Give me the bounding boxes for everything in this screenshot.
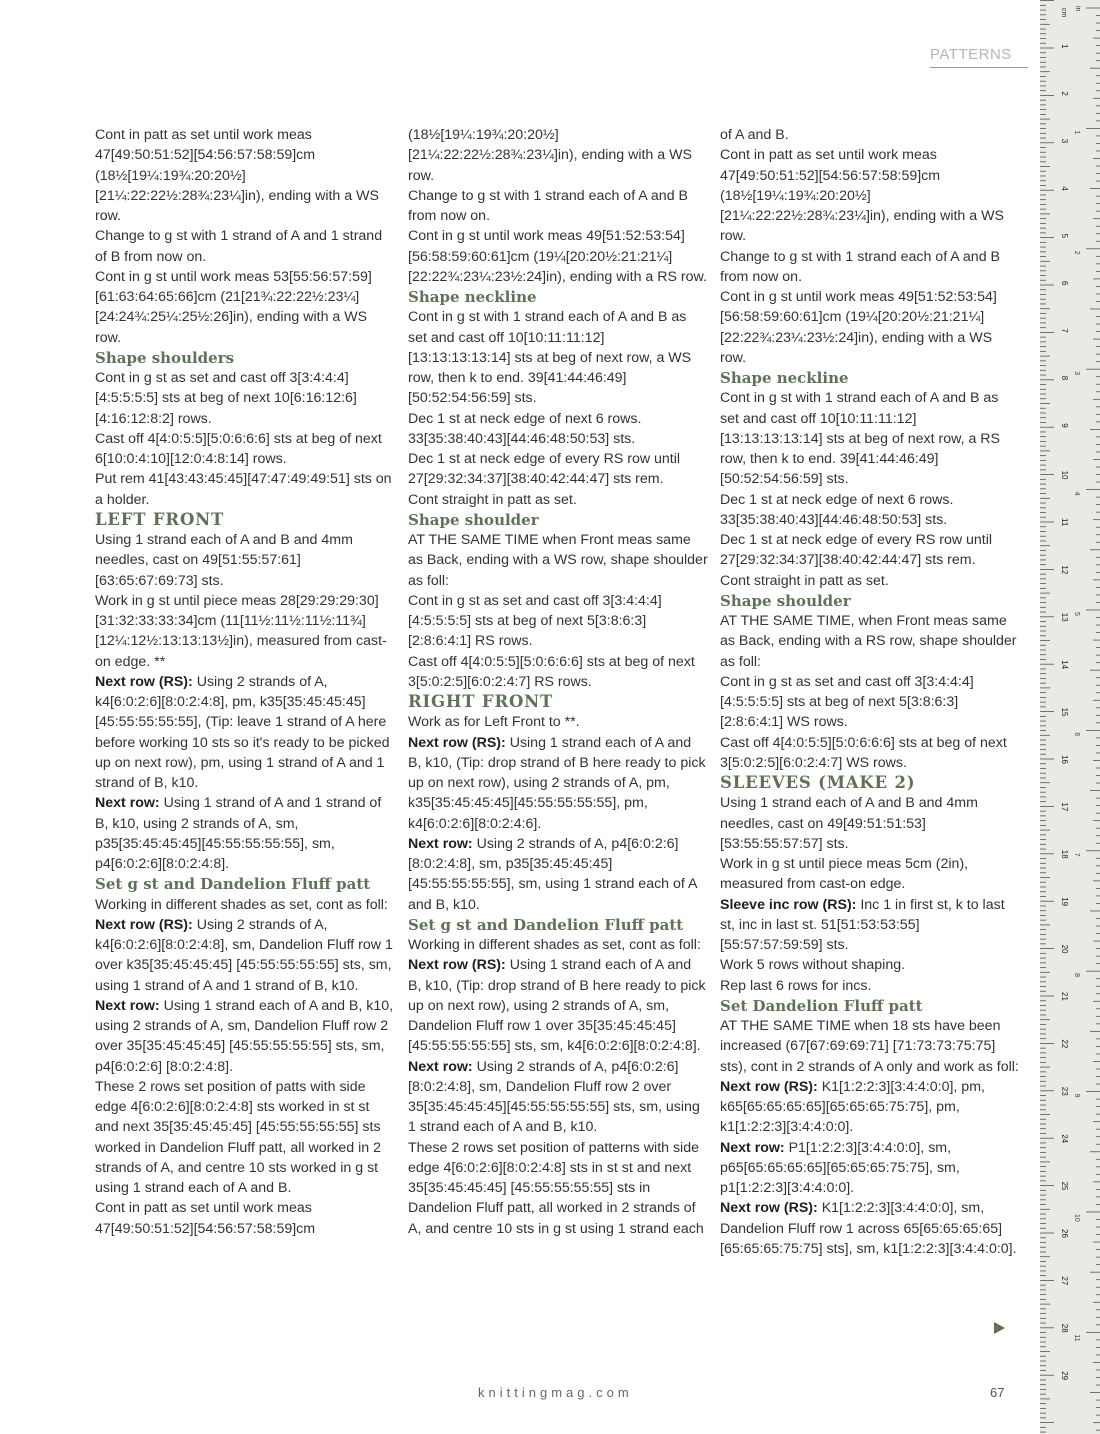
ruler-cm-label: 27 (1060, 1276, 1069, 1286)
paragraph: Using 1 strand each of A and B and 4mm needles, cast on 49[51:55:57:61] [63:65:67:69:73] sts. (95, 532, 353, 589)
ruler-cm-label: 26 (1060, 1229, 1069, 1238)
paragraph: Cont in g st until work meas 49[51:52:53:54][56:58:59:60:61]cm (19¼[20:20½:21:21¼] [22:22¾:23¼:23½:24]in), ending with a WS row. (720, 289, 997, 366)
ruler-cm-label: 24 (1060, 1134, 1069, 1144)
paragraph: Cont in g st as set and cast off 3[3:4:4:4] [4:5:5:5:5] sts at beg of next 5[3:8:6:3] [2:8:6:4:1] WS rows. (720, 673, 974, 731)
row-label: Next row (RS): (408, 957, 506, 974)
row-text: Inc 1 in first st, k to last st, inc in last st. 51[51:53:53:55] [55:57:57:59:59] sts. (720, 896, 1005, 953)
ruler (1040, 0, 1100, 1434)
ruler-cm-label: 28 (1060, 1323, 1069, 1333)
ruler-cm-label: 17 (1060, 802, 1069, 812)
ruler-in-label: 11 (1073, 1334, 1080, 1342)
instruction-row (95, 915, 395, 996)
ruler-cm-label: 23 (1060, 1086, 1069, 1096)
row-label: Next row (RS): (95, 673, 193, 690)
row-text: Using 1 strand each of A and B, k10, (Tip: drop strand of B here ready to pick up on next row), using 2 strands of A, sm, Dandelion Fluff row 1 over 35[35:45:45:45][45:55:55:55:55] sts, sm, k4[6:0:2:6][8:0:2:4:8]. (408, 957, 706, 1055)
subheading-shape-shoulder: Shape shoulder (408, 510, 539, 529)
row-label: Next row: (95, 997, 160, 1014)
paragraph: Cont in g st until work meas 53[55:56:57:59] [61:63:64:65:66]cm (21[21¾:22:22½:23¼] [24:24¾:25¼:25½:26]in), ending with a WS row. (95, 268, 372, 346)
paragraph: Cast off 4[4:0:5:5][5:0:6:6:6] sts at beg of next 3[5:0:2:5][6:0:2:4:7] WS rows. (720, 734, 1007, 771)
paragraph: Cont in g st as set and cast off 3[3:4:4:4] [4:5:5:5:5] sts at beg of next 10[6:16:12:6] [4:16:12:8:2] rows. (95, 370, 357, 427)
instruction-row (95, 672, 395, 794)
instruction-row (720, 1138, 1020, 1199)
instruction-row (408, 955, 708, 1056)
instruction-row (408, 1057, 708, 1138)
paragraph: Cast off 4[4:0:5:5][5:0:6:6:6] sts at beg of next 3[5:0:2:5][6:0:2:4:7] RS rows. (408, 653, 695, 690)
paragraph: Change to g st with 1 strand each of A and B from now on. (408, 187, 688, 224)
row-label: Next row (RS): (720, 1200, 818, 1217)
column-2 (408, 125, 708, 1239)
row-text: K1[1:2:2:3][3:4:4:0:0], pm, k65[65:65:65:65][65:65:65:75:75], pm, k1[1:2:2:3][3:4:4:0:0]. (720, 1078, 985, 1136)
section-label: PATTERNS (930, 46, 1012, 63)
paragraph: AT THE SAME TIME when 18 sts have been increased (67[67:69:69:71] [71:73:73:75:75] sts), cont in 2 strands of A only and work as foll: (720, 1018, 1019, 1075)
paragraph: Working in different shades as set, cont as foll: (95, 896, 388, 913)
paragraph: Cont in patt as set until work meas 47[49:50:51:52][54:56:57:58:59]cm (95, 1200, 316, 1237)
row-label: Next row: (95, 795, 160, 812)
instruction-row (720, 1198, 1020, 1259)
header-rule (930, 67, 1028, 68)
ruler-cm-label: 4 (1060, 186, 1069, 191)
ruler-in-label: 6 (1073, 732, 1080, 737)
row-text: Using 1 strand each of A and B, k10, using 2 strands of A, sm, Dandelion Fluff row 2 over 35[35:45:45:45] [45:55:55:55:55] sts, sm, p4[6:0:2:6] [8:0:2:4:8]. (95, 997, 394, 1075)
ruler-unit-cm: cm (1060, 8, 1067, 18)
subheading-set-g-st: Set g st and Dandelion Fluff patt (408, 915, 684, 934)
instruction-row (408, 733, 708, 834)
continue-arrow-icon (994, 1322, 1005, 1334)
instruction-row (408, 834, 708, 915)
ruler-cm-label: 29 (1060, 1371, 1069, 1381)
ruler-cm-label: 9 (1060, 423, 1069, 428)
subheading-set-g-st: Set g st and Dandelion Fluff patt (95, 875, 371, 894)
paragraph: Cont in g st with 1 strand each of A and B as set and cast off 10[10:11:11:12] [13:13:13:13:14] sts at beg of next row, a WS row, then k to end. 39[41:44:46:49] [50:52:54:56:59] sts. (408, 309, 692, 407)
ruler-in-label: 7 (1073, 852, 1080, 857)
paragraph: These 2 rows set position of patts with side edge 4[6:0:2:6][8:0:2:4:8] sts worked in st st and next 35[35:45:45:45] [45:55:55:55:55] sts worked in Dandelion Fluff patt, all worked in 2 strands of A, and centre 10 sts worked in g st using 1 strand each of A and B. (95, 1078, 382, 1196)
ruler-scale (1040, 0, 1100, 1434)
ruler-in-label: 2 (1073, 250, 1080, 255)
ruler-cm-label: 11 (1060, 518, 1069, 527)
ruler-in-label: 5 (1073, 611, 1080, 616)
ruler-cm-label: 14 (1060, 660, 1069, 670)
ruler-cm-label: 13 (1060, 612, 1069, 622)
row-label: Sleeve inc row (RS): (720, 896, 857, 913)
paragraph: Cont in g st as set and cast off 3[3:4:4:4] [4:5:5:5:5] sts at beg of next 5[3:8:6:3] [2:8:6:4:1] RS rows. (408, 592, 662, 650)
section-heading-left-front: LEFT FRONT (95, 509, 225, 529)
paragraph: Change to g st with 1 strand each of A and B from now on. (720, 248, 1000, 285)
paragraph: Work 5 rows without shaping. (720, 957, 906, 974)
row-text: Using 2 strands of A, k4[6:0:2:6][8:0:2:4:8], pm, k35[35:45:45:45] [45:55:55:55:55], (Tip: leave 1 strand of A here before working 10 sts so it's ready to be picked up on next row), pm, using 1 strand of A and 1 strand of B, k10. (95, 673, 390, 791)
ruler-cm-label: 18 (1060, 849, 1069, 859)
row-label: Next row (RS): (720, 1078, 818, 1095)
paragraph: Put rem 41[43:43:45:45][47:47:49:49:51] sts on a holder. (95, 471, 392, 508)
instruction-row (95, 996, 395, 1077)
section-heading-right-front: RIGHT FRONT (408, 692, 554, 711)
ruler-cm-label: 3 (1060, 138, 1069, 144)
paragraph: Cont in g st with 1 strand each of A and B as set and cast off 10[10:11:11:12] [13:13:13:13:14] sts at beg of next row, a RS row, then k to end. 39[41:44:46:49] [50:52:54:56:59] sts. (720, 390, 1000, 488)
row-text: Using 2 strands of A, p4[6:0:2:6] [8:0:2:4:8], sm, Dandelion Fluff row 2 over 35[35:45:45:45][45:55:55:55:55] sts, sm, using 1 strand each of A and B, k10. (408, 1058, 700, 1136)
paragraph: Rep last 6 rows for incs. (720, 977, 872, 994)
ruler-cm-label: 25 (1060, 1181, 1069, 1191)
paragraph: Dec 1 st at neck edge of next 6 rows. 33[35:38:40:43][44:46:48:50:53] sts. (720, 491, 954, 528)
row-label: Next row: (408, 835, 473, 852)
paragraph: Work in g st until piece meas 5cm (2in), measured from cast-on edge. (720, 856, 969, 893)
ruler-cm-label: 22 (1060, 1039, 1069, 1049)
paragraph: Cont in patt as set until work meas 47[49:50:51:52][54:56:57:58:59]cm (18½[19¼:19¾:20:20½] [21¼:22:22½:28¾:23¼]in), ending with a WS row. (720, 147, 1004, 245)
paragraph: AT THE SAME TIME when Front meas same as Back, ending with a WS row, shape shoulder as foll: (408, 532, 708, 589)
ruler-in-label: 3 (1073, 371, 1080, 376)
ruler-cm-label: 8 (1060, 375, 1069, 381)
paragraph: Dec 1 st at neck edge of every RS row until 27[29:32:34:37][38:40:42:44:47] sts rem. (720, 532, 993, 569)
instruction-row (95, 793, 395, 874)
ruler-in-label: 1 (1073, 130, 1080, 135)
row-text: Using 1 strand each of A and B, k10, (Tip: drop strand of B here ready to pick up on next row), using 2 strands of A, pm, k35[35:45:45:45][45:55:55:55:55], pm, k4[6:0:2:6][8:0:2:4:6]. (408, 734, 706, 832)
ruler-in-label: 4 (1073, 491, 1080, 496)
subheading-shape-neckline: Shape neckline (720, 369, 849, 387)
column-1 (95, 125, 395, 1239)
ruler-cm-label: 10 (1060, 470, 1069, 480)
footer-site: knittingmag.com (478, 1385, 633, 1400)
column-3 (720, 125, 1020, 1259)
subheading-shape-shoulder: Shape shoulder (720, 591, 851, 610)
paragraph: AT THE SAME TIME, when Front meas same as Back, ending with a RS row, shape shoulder as foll: (720, 613, 1017, 670)
ruler-cm-label: 6 (1060, 281, 1069, 286)
paragraph: Dec 1 st at neck edge of every RS row until 27[29:32:34:37][38:40:42:44:47] sts rem. (408, 451, 681, 488)
page-number: 67 (990, 1385, 1005, 1400)
ruler-in-label: 9 (1073, 1093, 1080, 1098)
paragraph: of A and B. (720, 127, 789, 143)
paragraph: These 2 rows set position of patterns with side edge 4[6:0:2:6][8:0:2:4:8] sts in st st and next 35[35:45:45:45] [45:55:55:55:55] sts in Dandelion Fluff patt, all worked in 2 strands of A, and centre 10 sts in g st using 1 strand each (408, 1139, 704, 1237)
row-text: P1[1:2:2:3][3:4:4:0:0], sm, p65[65:65:65:65][65:65:65:75:75], sm, p1[1:2:2:3][3:4:4:0:0]. (720, 1139, 960, 1196)
subheading-shape-shoulders: Shape shoulders (95, 348, 235, 367)
paragraph: Cont in patt as set until work meas 47[49:50:51:52][54:56:57:58:59]cm (18½[19¼:19¾:20:20½] [21¼:22:22½:28¾:23¼]in), ending with a WS row. (95, 127, 379, 224)
paragraph: Cast off 4[4:0:5:5][5:0:6:6:6] sts at beg of next 6[10:0:4:10][12:0:4:8:14] rows. (95, 430, 382, 467)
row-text: K1[1:2:2:3][3:4:4:0:0], sm, Dandelion Fluff row 1 across 65[65:65:65:65][65:65:65:75:75] sts], sm, k1[1:2:2:3][3:4:4:0:0]. (720, 1200, 1017, 1257)
ruler-cm-label: 2 (1060, 91, 1069, 96)
row-label: Next row: (720, 1139, 785, 1156)
ruler-in-label: 10 (1073, 1213, 1080, 1222)
ruler-cm-label: 16 (1060, 755, 1069, 764)
ruler-cm-label: 19 (1060, 897, 1069, 907)
paragraph: Working in different shades as set, cont as foll: (408, 937, 701, 953)
ruler-cm-label: 12 (1060, 565, 1069, 575)
ruler-cm-label: 5 (1060, 233, 1069, 239)
ruler-cm-label: 21 (1060, 992, 1069, 1001)
row-label: Next row (RS): (408, 734, 506, 751)
ruler-unit-in: in (1074, 6, 1081, 12)
ruler-cm-label: 1 (1060, 44, 1069, 49)
paragraph: Cont straight in patt as set. (408, 491, 577, 508)
row-label: Next row: (408, 1058, 473, 1075)
ruler-cm-label: 15 (1060, 707, 1069, 717)
instruction-row (720, 895, 1020, 956)
subheading-shape-neckline: Shape neckline (408, 288, 537, 306)
paragraph: Work in g st until piece meas 28[29:29:29:30][31:32:33:33:34]cm (11[11½:11½:11½:11¾][12¼:12½:13:13:13½]in), measured from cast-on edge. ** (95, 592, 387, 670)
paragraph: Work as for Left Front to **. (408, 714, 580, 731)
row-label: Next row (RS): (95, 916, 193, 933)
paragraph: Dec 1 st at neck edge of next 6 rows. 33[35:38:40:43][44:46:48:50:53] sts. (408, 410, 642, 447)
subheading-set-dandelion: Set Dandelion Fluff patt (720, 996, 923, 1015)
ruler-cm-label: 20 (1060, 944, 1069, 954)
paragraph: Cont in g st until work meas 49[51:52:53:54] [56:58:59:60:61]cm (19¼[20:20½:21:21¼] [22:22¾:23¼:23½:24]in), ending with a RS row. (408, 228, 707, 285)
row-text: Using 1 strand of A and 1 strand of B, k10, using 2 strands of A, sm, p35[35:45:45:45][45:55:55:55:55], sm, p4[6:0:2:6][8:0:2:4:8]. (95, 795, 382, 872)
paragraph: Change to g st with 1 strand of A and 1 strand of B from now on. (95, 228, 383, 265)
paragraph: Using 1 strand each of A and B and 4mm needles, cast on 49[49:51:51:53] [53:55:55:57:57] sts. (720, 795, 978, 852)
row-text: Using 2 strands of A, p4[6:0:2:6] [8:0:2:4:8], sm, p35[35:45:45:45] [45:55:55:55:55], sm, using 1 strand each of A and B, k10. (408, 835, 697, 913)
ruler-in-label: 8 (1073, 973, 1080, 978)
paragraph: (18½[19¼:19¾:20:20½] [21¼:22:22½:28¾:23¼]in), ending with a WS row. (408, 127, 692, 184)
section-heading-sleeves: SLEEVES (MAKE 2) (720, 773, 916, 792)
instruction-row (720, 1077, 1020, 1138)
ruler-cm-label: 7 (1060, 328, 1069, 333)
paragraph: Cont straight in patt as set. (720, 572, 889, 589)
row-text: Using 2 strands of A, k4[6:0:2:6][8:0:2:4:8], sm, Dandelion Fluff row 1 over k35[35:45:45:45] [45:55:55:55:55] sts, sm, using 1 strand of A and 1 strand of B, k10. (95, 916, 393, 994)
